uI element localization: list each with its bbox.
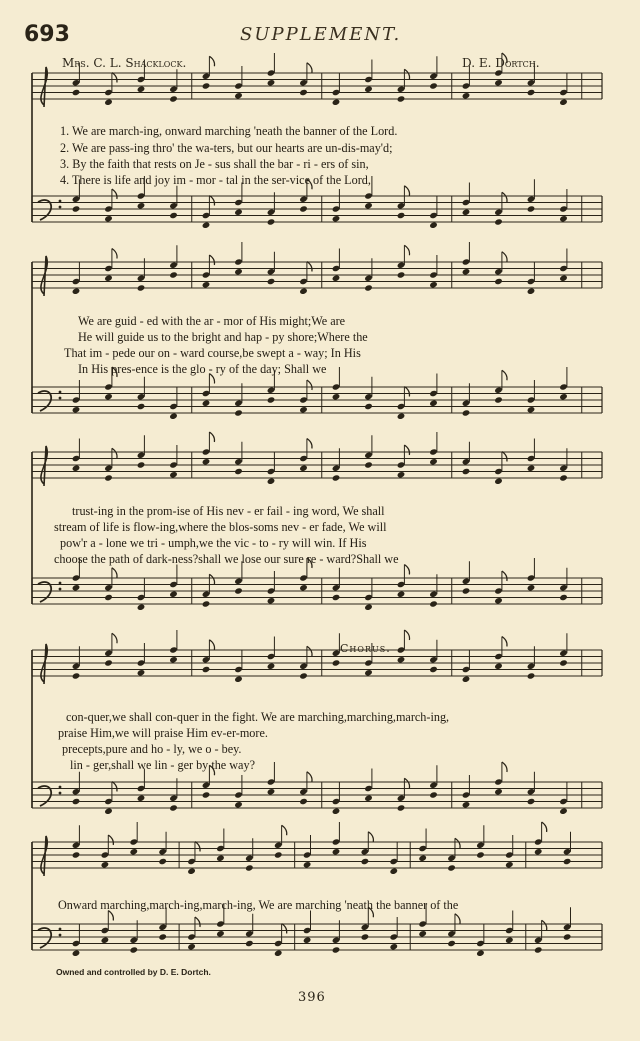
note-head	[169, 212, 178, 219]
note-head	[274, 950, 283, 957]
note-head	[390, 868, 399, 875]
note-head	[130, 848, 139, 855]
note-head	[104, 808, 113, 815]
note-head	[527, 672, 536, 679]
lyric-line: precepts,pure and ho - ly, we o - bey.	[62, 742, 242, 756]
note-head	[527, 798, 536, 805]
lyric-line: choose the path of dark-ness?shall we lose our sure re - ward?Shall we	[54, 552, 399, 566]
chorus-label: Chorus.	[340, 642, 391, 655]
note-head	[494, 663, 503, 670]
page-number: 396	[298, 990, 326, 1005]
note-head	[299, 584, 308, 591]
note-head	[104, 474, 113, 481]
lyric-line: In His pres-ence is the glo - ry of the day; Shall we	[78, 362, 327, 376]
note-head	[559, 808, 568, 815]
note-head	[303, 861, 312, 868]
note-head	[332, 275, 341, 282]
note-head	[104, 393, 113, 400]
note-head	[494, 278, 503, 285]
note-flag	[209, 574, 214, 584]
note-head	[429, 666, 438, 673]
section-title: SUPPLEMENT.	[240, 24, 402, 45]
note-head	[397, 271, 406, 278]
note-head	[494, 79, 503, 86]
note-head	[202, 666, 211, 673]
bass-clef-icon	[38, 391, 51, 411]
note-head	[559, 659, 568, 666]
note-head	[245, 864, 254, 871]
note-head	[267, 79, 276, 86]
note-head	[364, 284, 373, 291]
note-head	[494, 396, 503, 403]
bass-clef-icon	[38, 928, 51, 948]
copyright-note: Owned and controlled by D. E. Dortch.	[56, 967, 211, 977]
lyric-line: trust-ing in the prom-ise of His nev - er fail - ing word, We shall	[72, 504, 385, 518]
note-head	[563, 858, 572, 865]
note-head	[429, 458, 438, 465]
lyric-line: con-quer,we shall con-quer in the fight. We are marching,marching,march-ing,	[66, 710, 450, 724]
bass-clef-dot	[59, 934, 62, 937]
note-head	[429, 82, 438, 89]
note-head	[559, 215, 568, 222]
note-flag	[112, 189, 117, 199]
note-head	[494, 597, 503, 604]
note-head	[534, 946, 543, 953]
note-head	[169, 591, 178, 598]
note-flag	[502, 762, 507, 772]
note-head	[476, 950, 485, 957]
bass-clef-icon	[38, 582, 51, 602]
note-head	[72, 798, 81, 805]
note-head	[169, 804, 178, 811]
note-head	[494, 788, 503, 795]
note-flag	[112, 448, 117, 458]
note-flag	[502, 452, 507, 462]
lyric-line: That im - pede our on - ward course,be swept a - way; In His	[64, 346, 361, 360]
note-head	[104, 659, 113, 666]
note-head	[187, 868, 196, 875]
note-flag	[282, 924, 287, 934]
note-flag	[209, 196, 214, 206]
bass-clef-dot	[59, 391, 62, 394]
note-head	[418, 930, 427, 937]
note-head	[274, 851, 283, 858]
note-flag	[404, 778, 409, 788]
note-head	[332, 99, 341, 106]
note-head	[447, 864, 456, 871]
lyric-line: 2. We are pass-ing thro' the wa-ters, but our hearts are un-dis-may'd;	[60, 141, 393, 155]
note-head	[527, 584, 536, 591]
note-flag	[404, 245, 409, 255]
hymn-number: 693	[24, 22, 70, 47]
note-head	[234, 587, 243, 594]
note-head	[332, 659, 341, 666]
note-head	[476, 851, 485, 858]
note-head	[267, 478, 276, 485]
note-head	[527, 406, 536, 413]
note-head	[137, 461, 146, 468]
note-head	[72, 89, 81, 96]
lyric-line: We are guid - ed with the ar - mor of His might;We are	[78, 314, 346, 328]
note-head	[332, 848, 341, 855]
note-head	[527, 288, 536, 295]
note-head	[216, 855, 225, 862]
note-flag	[455, 914, 460, 924]
note-head	[364, 795, 373, 802]
note-head	[397, 591, 406, 598]
note-head	[332, 215, 341, 222]
note-head	[447, 940, 456, 947]
note-flag	[404, 565, 409, 575]
note-head	[169, 656, 178, 663]
note-head	[429, 400, 438, 407]
note-flag	[542, 920, 547, 930]
lyric-line: 4. There is life and joy im - mor - tal in the ser-vice of the Lord,	[60, 173, 371, 187]
note-head	[104, 275, 113, 282]
note-flag	[112, 568, 117, 578]
bass-clef-dot	[59, 792, 62, 795]
note-head	[299, 672, 308, 679]
note-head	[299, 406, 308, 413]
note-head	[202, 791, 211, 798]
note-head	[299, 465, 308, 472]
note-head	[559, 275, 568, 282]
note-flag	[502, 370, 507, 380]
note-head	[72, 406, 81, 413]
note-head	[158, 933, 167, 940]
note-flag	[282, 825, 287, 835]
note-head	[429, 222, 438, 229]
note-head	[332, 393, 341, 400]
note-head	[72, 288, 81, 295]
note-flag	[112, 782, 117, 792]
note-flag	[404, 186, 409, 196]
note-flag	[502, 53, 507, 63]
lyric-line: He will guide us to the bright and hap - py shore;Where the	[78, 330, 368, 344]
note-head	[527, 89, 536, 96]
note-head	[361, 858, 370, 865]
note-head	[299, 798, 308, 805]
lyric-line: 3. By the faith that rests on Je - sus shall the bar - ri - ers of sin,	[60, 157, 369, 171]
note-flag	[307, 262, 312, 272]
note-head	[104, 594, 113, 601]
note-head	[234, 468, 243, 475]
note-head	[137, 86, 146, 93]
note-head	[397, 95, 406, 102]
note-head	[505, 861, 514, 868]
note-head	[72, 950, 81, 957]
bass-clef-dot	[59, 588, 62, 591]
note-flag	[307, 772, 312, 782]
note-head	[169, 95, 178, 102]
note-head	[169, 413, 178, 420]
note-head	[104, 215, 113, 222]
bass-clef-dot	[59, 582, 62, 585]
note-head	[429, 600, 438, 607]
note-head	[505, 937, 514, 944]
lyric-line: Onward marching,march-ing,march-ing, We are marching 'neath the banner of the	[58, 898, 459, 912]
note-flag	[209, 56, 214, 66]
note-head	[397, 471, 406, 478]
note-head	[202, 222, 211, 229]
note-head	[332, 594, 341, 601]
bass-clef-icon	[38, 786, 51, 806]
note-head	[397, 656, 406, 663]
note-head	[267, 597, 276, 604]
note-flag	[502, 252, 507, 262]
note-head	[202, 82, 211, 89]
note-head	[72, 465, 81, 472]
note-head	[267, 396, 276, 403]
note-head	[332, 474, 341, 481]
note-flag	[455, 838, 460, 848]
note-head	[72, 851, 81, 858]
note-flag	[112, 249, 117, 259]
note-flag	[404, 445, 409, 455]
note-head	[202, 458, 211, 465]
note-head	[494, 478, 503, 485]
note-head	[462, 801, 471, 808]
note-flag	[307, 63, 312, 73]
lyric-line: praise Him,we will praise Him ev-er-more.	[58, 726, 268, 740]
note-head	[299, 288, 308, 295]
note-flag	[209, 432, 214, 442]
note-head	[137, 795, 146, 802]
note-head	[332, 946, 341, 953]
note-head	[527, 205, 536, 212]
note-head	[462, 268, 471, 275]
note-head	[527, 465, 536, 472]
note-flag	[307, 439, 312, 449]
note-head	[494, 218, 503, 225]
note-head	[364, 461, 373, 468]
note-flag	[502, 637, 507, 647]
note-head	[303, 937, 312, 944]
note-flag	[209, 640, 214, 650]
bass-clef-dot	[59, 397, 62, 400]
note-flag	[404, 387, 409, 397]
note-head	[462, 409, 471, 416]
note-flag	[209, 255, 214, 265]
note-flag	[542, 822, 547, 832]
note-flag	[307, 646, 312, 656]
note-head	[234, 268, 243, 275]
note-flag	[404, 69, 409, 79]
note-head	[397, 804, 406, 811]
composer-credit: D. E. Dortch.	[462, 56, 540, 70]
lyric-line: 1. We are march-ing, onward marching 'neath the banner of the Lord.	[60, 124, 398, 138]
note-head	[245, 940, 254, 947]
note-head	[169, 471, 178, 478]
note-head	[267, 663, 276, 670]
bass-clef-dot	[59, 786, 62, 789]
note-flag	[502, 192, 507, 202]
note-head	[364, 604, 373, 611]
bass-clef-dot	[59, 928, 62, 931]
note-head	[559, 393, 568, 400]
note-flag	[404, 630, 409, 640]
note-head	[187, 943, 196, 950]
note-head	[137, 284, 146, 291]
note-head	[234, 409, 243, 416]
note-head	[462, 209, 471, 216]
note-head	[418, 855, 427, 862]
note-head	[234, 209, 243, 216]
note-flag	[112, 73, 117, 83]
note-head	[563, 933, 572, 940]
lyric-line: pow'r a - lone we tri - umph,we the vic - to - ry will win. If His	[60, 536, 367, 550]
note-head	[267, 788, 276, 795]
note-head	[158, 858, 167, 865]
lyric-line: stream of life is flow-ing,where the blos-soms nev - er fade, We will	[54, 520, 387, 534]
note-head	[559, 99, 568, 106]
note-head	[137, 669, 146, 676]
note-head	[429, 281, 438, 288]
note-head	[559, 594, 568, 601]
note-head	[397, 413, 406, 420]
note-head	[234, 92, 243, 99]
note-flag	[195, 842, 200, 852]
note-flag	[112, 633, 117, 643]
bass-clef-icon	[38, 200, 51, 220]
note-head	[397, 212, 406, 219]
note-head	[169, 271, 178, 278]
note-head	[429, 791, 438, 798]
note-head	[332, 808, 341, 815]
note-head	[101, 861, 110, 868]
note-head	[462, 587, 471, 594]
note-head	[137, 202, 146, 209]
lyric-line: lin - ger,shall we lin - ger by the way?	[70, 758, 255, 772]
note-head	[202, 600, 211, 607]
note-flag	[368, 832, 373, 842]
note-head	[202, 281, 211, 288]
note-head	[462, 676, 471, 683]
note-head	[216, 930, 225, 937]
note-head	[364, 669, 373, 676]
note-head	[364, 86, 373, 93]
note-head	[559, 474, 568, 481]
note-head	[72, 584, 81, 591]
note-head	[462, 468, 471, 475]
note-head	[267, 278, 276, 285]
note-flag	[502, 571, 507, 581]
note-head	[137, 403, 146, 410]
note-head	[202, 400, 211, 407]
bass-clef-dot	[59, 206, 62, 209]
author-credit: Mrs. C. L. Shacklock.	[62, 56, 187, 70]
note-head	[72, 672, 81, 679]
note-head	[137, 604, 146, 611]
note-head	[364, 403, 373, 410]
note-head	[390, 943, 399, 950]
note-head	[72, 205, 81, 212]
bass-clef-dot	[59, 200, 62, 203]
note-flag	[108, 835, 113, 845]
note-head	[267, 218, 276, 225]
note-flag	[307, 380, 312, 390]
note-head	[101, 937, 110, 944]
note-head	[462, 92, 471, 99]
note-head	[234, 676, 243, 683]
note-head	[299, 89, 308, 96]
note-head	[104, 99, 113, 106]
note-head	[361, 933, 370, 940]
note-flag	[195, 917, 200, 927]
note-head	[364, 202, 373, 209]
note-head	[534, 848, 543, 855]
note-head	[234, 801, 243, 808]
note-head	[130, 946, 139, 953]
note-head	[299, 205, 308, 212]
